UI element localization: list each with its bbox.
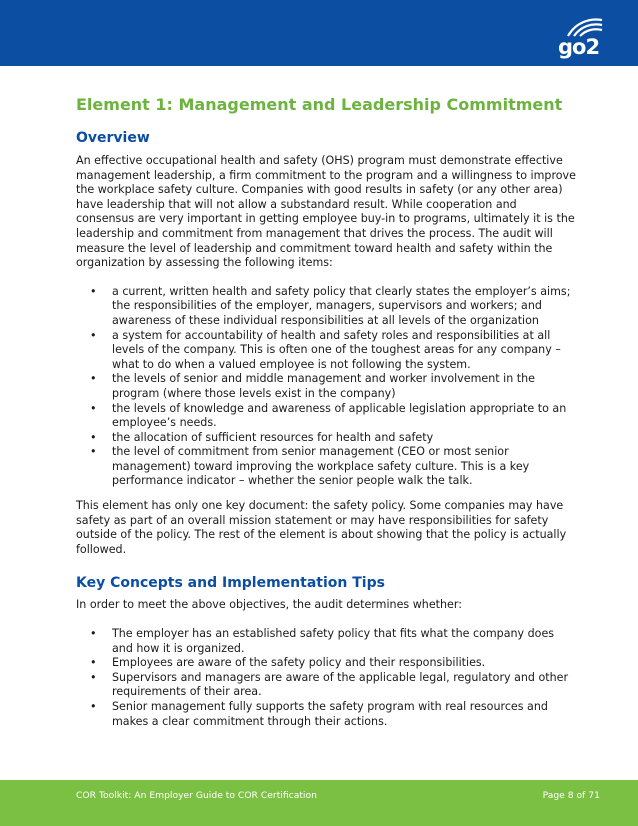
bullet-icon: • <box>90 700 97 713</box>
key-concepts-list <box>76 627 576 729</box>
bullet-icon: • <box>90 401 97 415</box>
list-item: • a system for accountability of health and safety roles and responsibilities at all levels of the company. This is often one of the toughest areas for any company – what to do when a valued employee is not following the system. <box>90 328 561 371</box>
overview-list <box>76 285 576 489</box>
bullet-icon: • <box>90 656 97 670</box>
list-item: • a current, written health and safety policy that clearly states the employer’s aims; the responsibilities of the employer, managers, supervisors and workers; and awareness of these individual responsibilities at all levels of the organization <box>90 284 571 327</box>
key-concepts-heading: Key Concepts and Implementation Tips <box>76 575 385 592</box>
go2-logo <box>558 16 604 60</box>
bullet-icon: • <box>90 328 97 342</box>
overview-closing: This element has only one key document: the safety policy. Some companies may have safety as part of an overall mission statement or may have responsibilities for safety outside of the policy. The rest of the element is about showing that the policy is actually followed. <box>76 499 567 556</box>
element-title: Element 1: Management and Leadership Commitment <box>76 95 563 114</box>
bullet-icon: • <box>90 372 97 386</box>
page-content <box>76 94 576 729</box>
bullet-icon: • <box>90 284 97 298</box>
page-header <box>0 0 638 66</box>
bullet-icon: • <box>90 670 97 684</box>
list-item: • the levels of knowledge and awareness of applicable legislation appropriate to an employee’s needs. <box>90 401 567 430</box>
overview-intro: An effective occupational health and safety (OHS) program must demonstrate effective management leadership, a firm commitment to the program and a willingness to improve the workplace safety culture. Companies with good results in safety (or any other area) have leadership that will not allow a substandard result. While cooperation and consensus are very important in getting employee buy-in to programs, ultimately it is the leadership and commitment from management that drives the process. The audit will measure the level of leadership and commitment toward health and safety within the organization by assessing the following items: <box>76 154 576 270</box>
footer-page-number: Page 8 of 71 <box>542 790 600 801</box>
list-item: • Employees are aware of the safety policy and their responsibilities. <box>90 656 486 670</box>
logo-wordmark: go2 <box>558 35 600 59</box>
list-item: • the level of commitment from senior management (CEO or most senior management) toward improving the workplace safety culture. This is a key performance indicator – whether the senior people walk the talk. <box>90 445 530 488</box>
list-item: • Supervisors and managers are aware of the applicable legal, regulatory and other requirements of their area. <box>90 670 569 699</box>
list-item: • The employer has an established safety policy that fits what the company does and how it is organized. <box>90 627 555 655</box>
bullet-icon: • <box>90 445 97 459</box>
bullet-icon: • <box>90 627 97 641</box>
overview-heading: Overview <box>76 130 150 146</box>
bullet-icon: • <box>90 430 97 444</box>
list-item: • the allocation of sufficient resources for health and safety <box>90 430 434 444</box>
list-item: • the levels of senior and middle management and worker involvement in the program (where those levels exist in the company) <box>90 372 535 400</box>
page-footer <box>0 780 638 826</box>
list-item: • Senior management fully supports the safety program with real resources and makes a clear commitment through their actions. <box>90 700 548 728</box>
footer-document-title: COR Toolkit: An Employer Guide to COR Certification <box>76 790 317 801</box>
key-concepts-lead: In order to meet the above objectives, the audit determines whether: <box>76 598 462 612</box>
